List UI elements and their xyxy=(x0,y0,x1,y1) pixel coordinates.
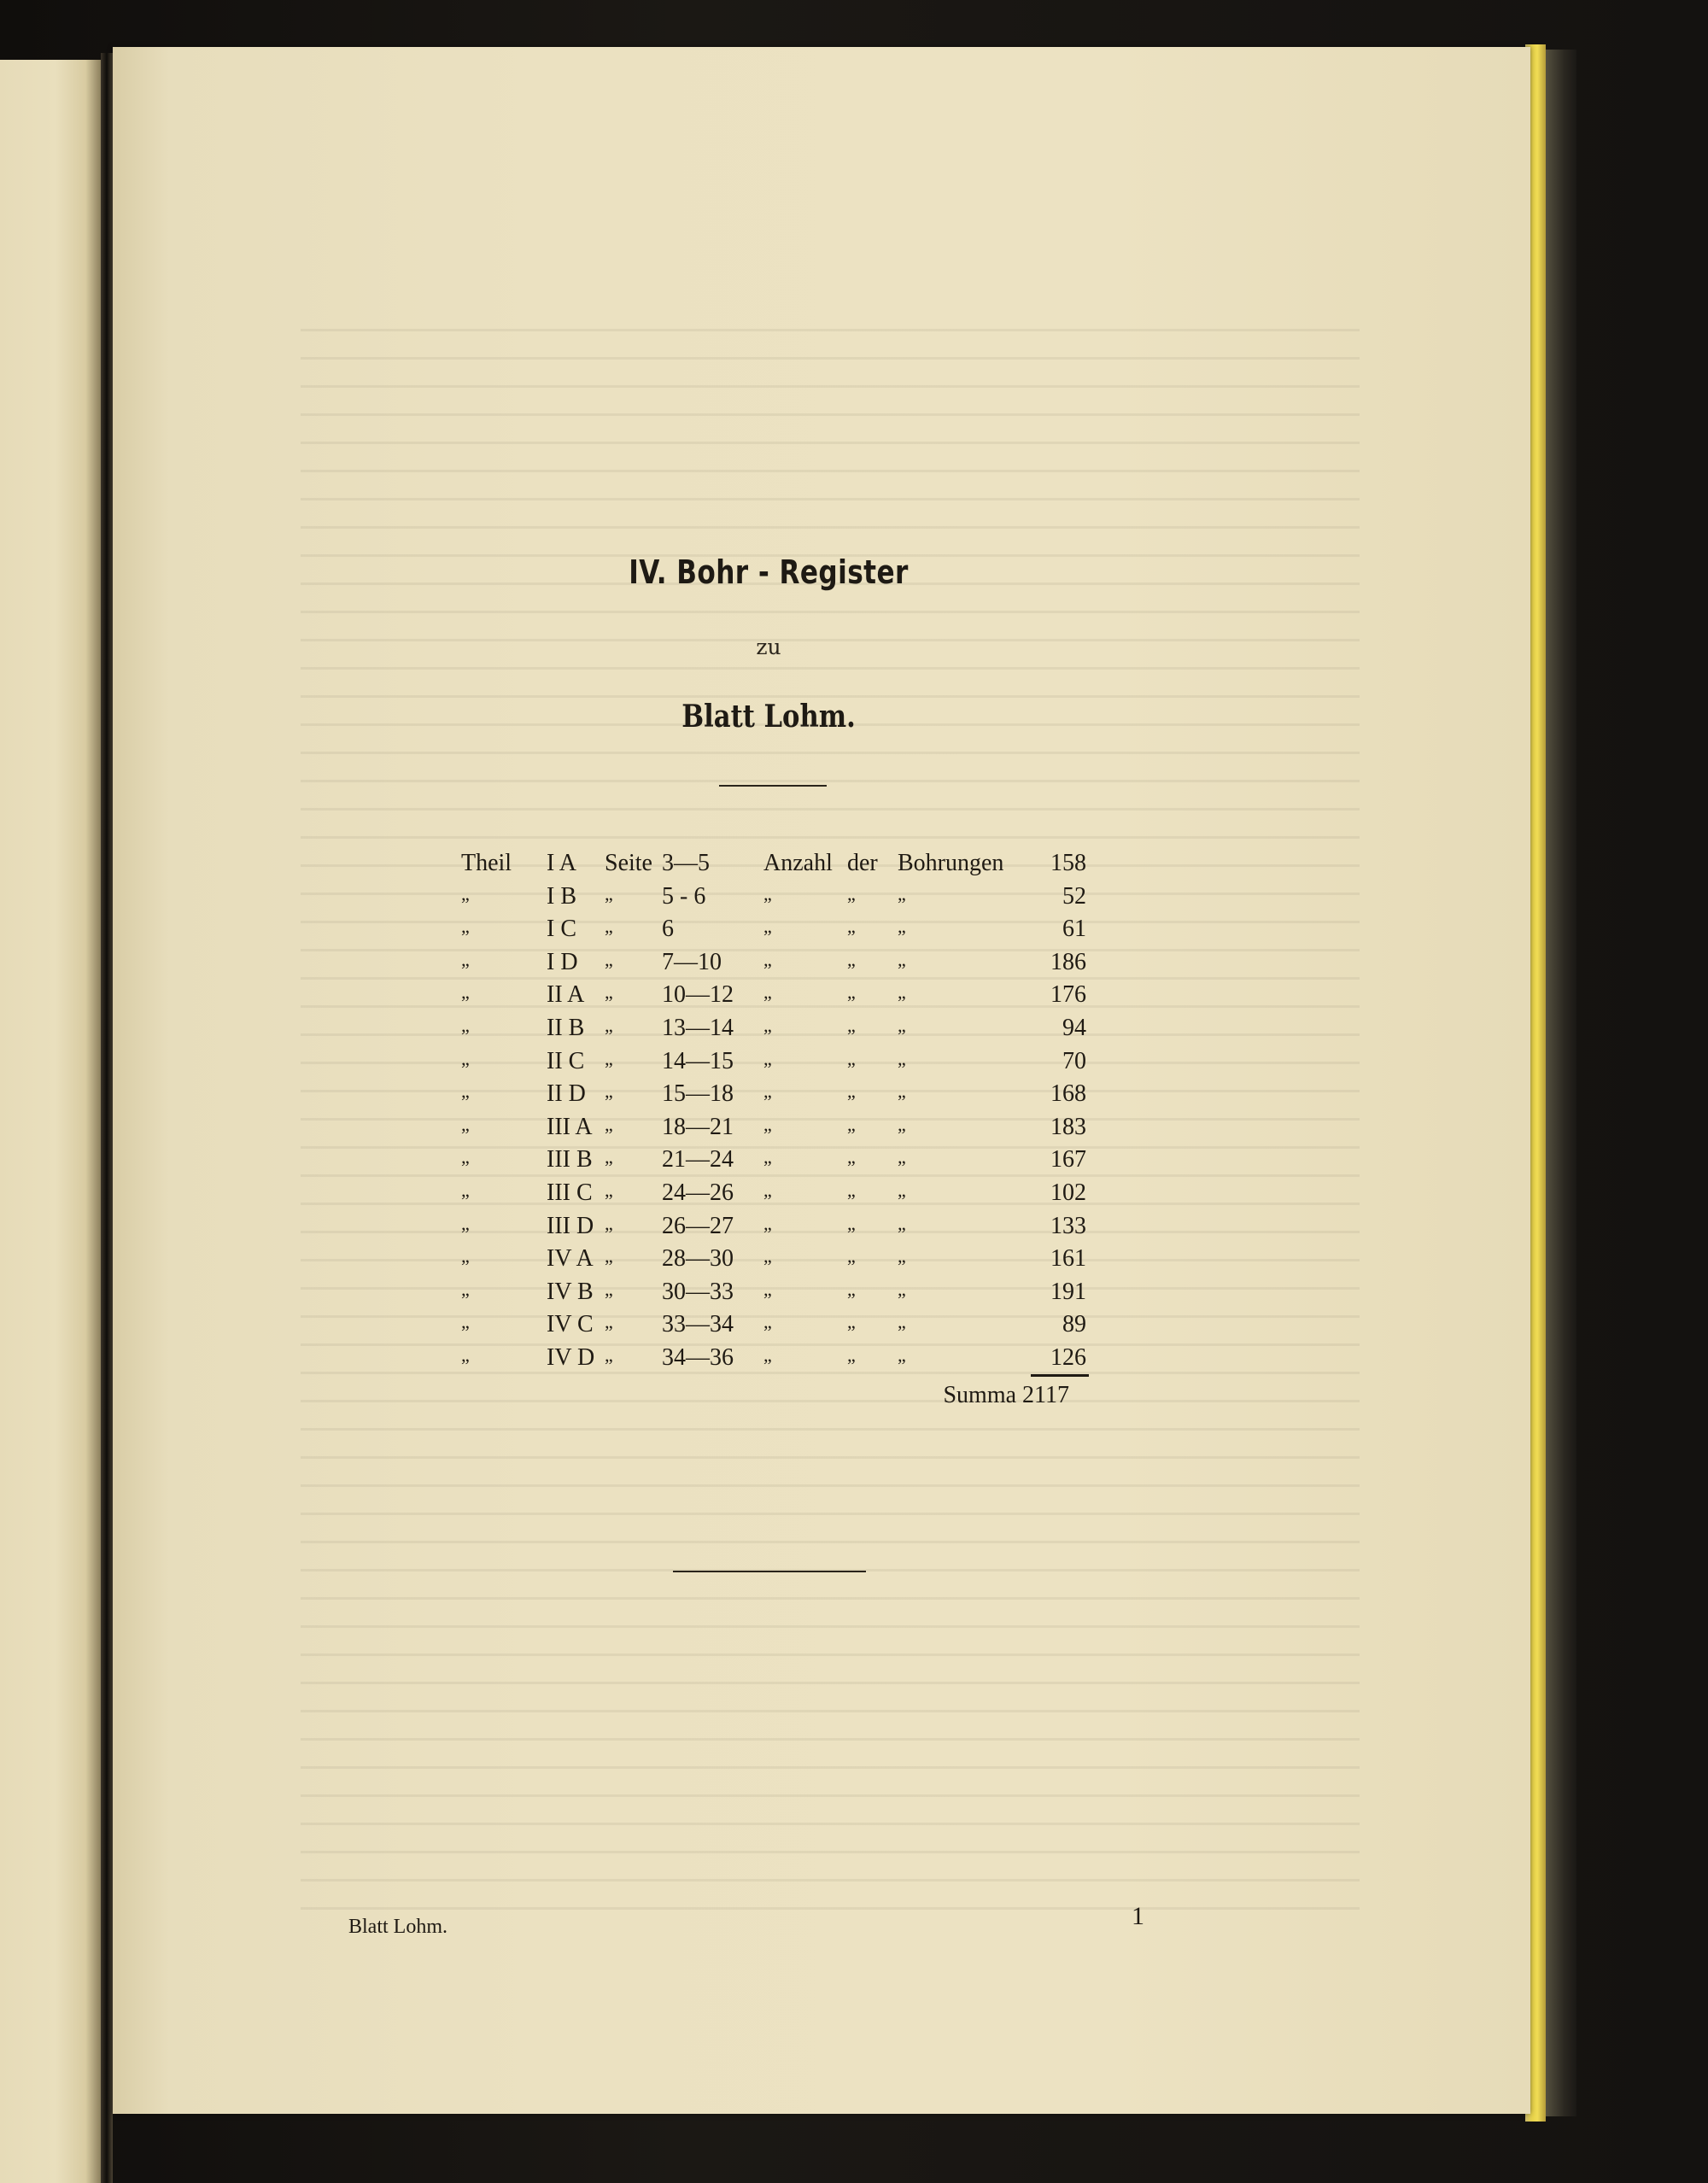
table-row xyxy=(461,1344,1093,1378)
row-part-id: IV A xyxy=(547,1245,594,1273)
row-part-label: „ xyxy=(461,916,470,938)
row-part-id: II B xyxy=(547,1014,585,1041)
row-count-label-2: „ xyxy=(847,1245,856,1267)
row-count-label-2: „ xyxy=(847,882,856,904)
table-row xyxy=(461,1179,1093,1213)
footer-sheet-name: Blatt Lohm. xyxy=(348,1916,447,1938)
row-count-label-2: „ xyxy=(847,1047,856,1069)
title-divider xyxy=(719,785,827,787)
row-part-id: III D xyxy=(547,1212,594,1239)
row-part-id: I C xyxy=(547,916,576,943)
row-count-label-3: „ xyxy=(898,1146,906,1168)
row-count-label-2: „ xyxy=(847,1343,856,1366)
row-bore-count: 70 xyxy=(1062,1047,1086,1074)
row-bore-count: 176 xyxy=(1050,981,1086,1009)
table-row xyxy=(461,883,1093,916)
row-count-label-2: „ xyxy=(847,1146,856,1168)
table-row xyxy=(461,1146,1093,1179)
table-row xyxy=(461,1114,1093,1147)
row-page-range: 33—34 xyxy=(662,1311,734,1338)
row-part-label: „ xyxy=(461,1278,470,1300)
row-count-label-1: „ xyxy=(763,882,772,904)
row-page-label: „ xyxy=(605,1343,613,1366)
row-part-label: „ xyxy=(461,1113,470,1135)
row-part-id: II A xyxy=(547,981,585,1009)
page-number: 1 xyxy=(1132,1902,1144,1930)
connector-word: zu xyxy=(756,635,781,659)
row-part-id: I D xyxy=(547,948,578,975)
row-page-range: 15—18 xyxy=(662,1080,734,1108)
row-bore-count: 161 xyxy=(1050,1245,1086,1273)
row-part-id: IV D xyxy=(547,1343,595,1371)
row-count-label-3: „ xyxy=(898,1047,906,1069)
row-page-label: „ xyxy=(605,1179,613,1201)
row-bore-count: 191 xyxy=(1050,1278,1086,1305)
row-part-label: „ xyxy=(461,1146,470,1168)
table-row xyxy=(461,1048,1093,1081)
row-count-label-3: „ xyxy=(898,1014,906,1036)
left-page-edge xyxy=(0,60,101,2183)
row-count-label-2: „ xyxy=(847,1014,856,1036)
row-count-label-3: „ xyxy=(898,1212,906,1234)
row-page-range: 24—26 xyxy=(662,1179,734,1206)
row-page-label: „ xyxy=(605,1278,613,1300)
row-part-label: „ xyxy=(461,1014,470,1036)
row-count-label-1: „ xyxy=(763,1113,772,1135)
row-count-label-2: „ xyxy=(847,1311,856,1333)
end-divider xyxy=(673,1571,866,1572)
row-page-range: 28—30 xyxy=(662,1245,734,1273)
row-page-range: 10—12 xyxy=(662,981,734,1009)
sheet-title: Blatt Lohm. xyxy=(681,699,856,734)
row-count-label-1: „ xyxy=(763,1179,772,1201)
row-part-label: „ xyxy=(461,981,470,1004)
row-count-label-1: „ xyxy=(763,1080,772,1103)
row-page-range: 18—21 xyxy=(662,1113,734,1140)
row-count-label-3: „ xyxy=(898,948,906,970)
row-bore-count: 168 xyxy=(1050,1080,1086,1108)
row-count-label-1: „ xyxy=(763,1146,772,1168)
row-part-id: III C xyxy=(547,1179,593,1206)
row-page-label: „ xyxy=(605,1311,613,1333)
row-part-id: III B xyxy=(547,1146,593,1173)
row-page-label: „ xyxy=(605,1014,613,1036)
row-part-label: „ xyxy=(461,1047,470,1069)
row-page-range: 34—36 xyxy=(662,1343,734,1371)
row-count-label-1: „ xyxy=(763,948,772,970)
row-count-label-1: „ xyxy=(763,981,772,1004)
row-count-label-3: „ xyxy=(898,981,906,1004)
row-page-label: „ xyxy=(605,1080,613,1103)
row-page-label: „ xyxy=(605,948,613,970)
row-part-label: „ xyxy=(461,948,470,970)
table-row xyxy=(461,850,1093,883)
row-page-range: 14—15 xyxy=(662,1047,734,1074)
row-page-label: „ xyxy=(605,1212,613,1234)
row-part-label: Theil xyxy=(461,850,512,876)
row-page-range: 5 - 6 xyxy=(662,882,706,910)
row-count-label-2: „ xyxy=(847,1113,856,1135)
row-page-label: „ xyxy=(605,1047,613,1069)
row-bore-count: 167 xyxy=(1050,1146,1086,1173)
row-count-label-3: „ xyxy=(898,1080,906,1103)
row-page-range: 3—5 xyxy=(662,850,710,876)
row-bore-count: 61 xyxy=(1062,916,1086,943)
table-row xyxy=(461,981,1093,1015)
row-part-id: II C xyxy=(547,1047,585,1074)
row-count-label-3: „ xyxy=(898,1113,906,1135)
row-count-label-1: „ xyxy=(763,1343,772,1366)
row-part-label: „ xyxy=(461,882,470,904)
table-row xyxy=(461,1311,1093,1344)
row-part-label: „ xyxy=(461,1179,470,1201)
sum-rule xyxy=(1031,1374,1089,1377)
row-bore-count: 89 xyxy=(1062,1311,1086,1338)
row-count-label-3: „ xyxy=(898,1343,906,1366)
row-count-label-2: „ xyxy=(847,1080,856,1103)
table-row xyxy=(461,916,1093,949)
row-count-label-3: „ xyxy=(898,916,906,938)
row-count-label-2: „ xyxy=(847,916,856,938)
row-count-label-1: „ xyxy=(763,1245,772,1267)
bore-register-table xyxy=(461,850,1093,1378)
row-page-label: Seite xyxy=(605,850,652,876)
book-gutter xyxy=(101,53,113,2183)
row-part-id: I B xyxy=(547,882,576,910)
row-part-label: „ xyxy=(461,1245,470,1267)
row-page-label: „ xyxy=(605,1245,613,1267)
row-bore-count: 102 xyxy=(1050,1179,1086,1206)
row-bore-count: 133 xyxy=(1050,1212,1086,1239)
table-row xyxy=(461,1279,1093,1312)
row-bore-count: 52 xyxy=(1062,882,1086,910)
row-count-label-1: „ xyxy=(763,1278,772,1300)
row-bore-count: 186 xyxy=(1050,948,1086,975)
row-count-label-1: „ xyxy=(763,1212,772,1234)
row-count-label-1: Anzahl xyxy=(763,850,833,876)
row-page-label: „ xyxy=(605,981,613,1004)
row-page-label: „ xyxy=(605,1146,613,1168)
table-row xyxy=(461,1015,1093,1048)
row-count-label-3: Bohrungen xyxy=(898,850,1004,876)
row-part-id: IV B xyxy=(547,1278,594,1305)
row-part-label: „ xyxy=(461,1080,470,1103)
row-part-id: II D xyxy=(547,1080,586,1108)
row-count-label-3: „ xyxy=(898,1245,906,1267)
table-row xyxy=(461,1213,1093,1246)
row-page-range: 30—33 xyxy=(662,1278,734,1305)
row-count-label-3: „ xyxy=(898,1311,906,1333)
row-part-label: „ xyxy=(461,1311,470,1333)
row-count-label-2: der xyxy=(847,850,878,876)
row-bore-count: 126 xyxy=(1050,1343,1086,1371)
row-count-label-1: „ xyxy=(763,1311,772,1333)
row-count-label-2: „ xyxy=(847,948,856,970)
row-bore-count: 158 xyxy=(1050,850,1086,876)
row-count-label-2: „ xyxy=(847,1179,856,1201)
row-page-range: 7—10 xyxy=(662,948,722,975)
row-part-label: „ xyxy=(461,1212,470,1234)
table-row xyxy=(461,949,1093,982)
row-page-label: „ xyxy=(605,1113,613,1135)
row-part-label: „ xyxy=(461,1343,470,1366)
book-cover-edge xyxy=(1546,50,1576,2116)
row-bore-count: 94 xyxy=(1062,1014,1086,1041)
sum-total: Summa 2117 xyxy=(943,1382,1069,1408)
table-row xyxy=(461,1245,1093,1279)
row-page-range: 26—27 xyxy=(662,1212,734,1239)
page-heading: IV. Bohr - Register xyxy=(629,553,909,591)
row-count-label-1: „ xyxy=(763,1014,772,1036)
row-count-label-1: „ xyxy=(763,916,772,938)
row-count-label-2: „ xyxy=(847,1212,856,1234)
row-bore-count: 183 xyxy=(1050,1113,1086,1140)
row-count-label-3: „ xyxy=(898,1179,906,1201)
row-part-id: I A xyxy=(547,850,576,876)
row-count-label-3: „ xyxy=(898,882,906,904)
row-page-label: „ xyxy=(605,916,613,938)
row-part-id: III A xyxy=(547,1113,593,1140)
row-count-label-3: „ xyxy=(898,1278,906,1300)
row-count-label-1: „ xyxy=(763,1047,772,1069)
row-page-range: 21—24 xyxy=(662,1146,734,1173)
row-count-label-2: „ xyxy=(847,1278,856,1300)
row-count-label-2: „ xyxy=(847,981,856,1004)
row-part-id: IV C xyxy=(547,1311,594,1338)
row-page-range: 13—14 xyxy=(662,1014,734,1041)
row-page-range: 6 xyxy=(662,916,674,943)
row-page-label: „ xyxy=(605,882,613,904)
table-row xyxy=(461,1080,1093,1114)
